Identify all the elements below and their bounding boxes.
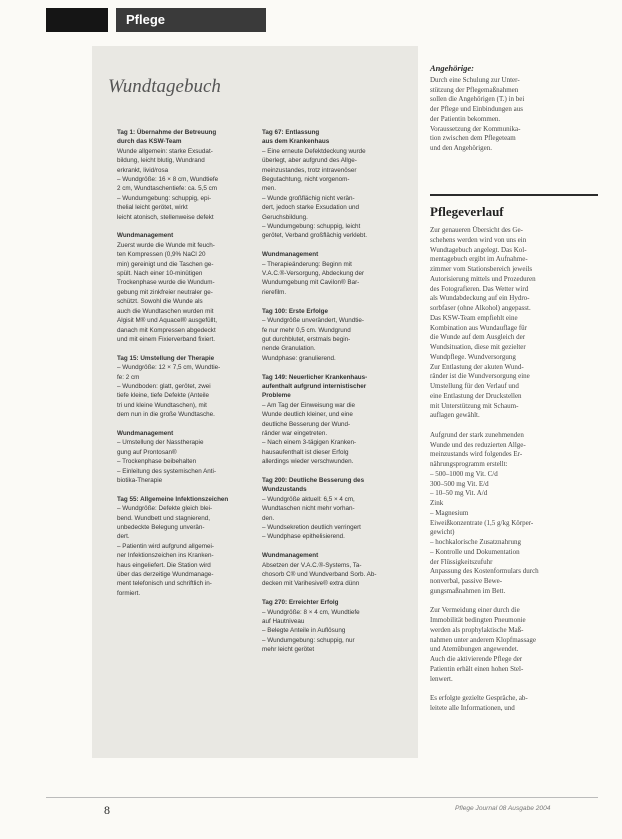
entry-text-line: auch die Wundtaschen wurden mit: [117, 307, 214, 315]
entry-text-line: ränder war eingetreten.: [262, 429, 328, 437]
left-column-entry: [117, 354, 257, 420]
left-column-entry: [117, 429, 257, 485]
entry-text-line: Wunde allgemein: starke Exsudat-: [117, 147, 213, 155]
entry-heading: aufenthalt aufgrund internistischer: [262, 382, 367, 390]
entry-text-line: min) gereinigt und die Taschen ge-: [117, 260, 214, 268]
entry-text-line: dert, jedoch starke Exsudation und: [262, 204, 359, 212]
body-text-line: gewicht): [430, 528, 455, 537]
entry-text-line: ten Kompressen (0,9% NaCl 20: [117, 251, 206, 259]
entry-text-line: überlegt, aber aufgrund des Allge-: [262, 157, 357, 165]
body-paragraph: [430, 226, 598, 421]
entry-heading: aus dem Krankenhaus: [262, 138, 330, 146]
entry-text-line: über das derzeitige Wundmanage-: [117, 571, 214, 579]
section-divider: [430, 194, 598, 196]
entry-text-line: hausaufenthalt ist dieser Erfolg: [262, 448, 349, 456]
entry-text-line: – Nach einem 3-tägigen Kranken-: [262, 439, 357, 447]
entry-heading: Tag 55: Allgemeine Infektionszeichen: [117, 495, 229, 503]
body-text-line: – Magnesium: [430, 508, 469, 517]
entry-text-line: tiefe kleine, tiefe Defekte (Anteile: [117, 392, 210, 400]
entry-text-line: Zuerst wurde die Wunde mit feuch-: [117, 241, 215, 249]
middle-column-entry: [262, 551, 402, 589]
entry-text-line: gut durchblutet, erstmals begin-: [262, 335, 351, 343]
middle-column-entry: [262, 307, 402, 363]
body-text-line: nahmen unter anderem Klopfmassage: [430, 635, 536, 644]
entry-text-line: – Einleitung des systemischen Anti-: [117, 467, 217, 475]
entry-heading: Tag 15: Umstellung der Therapie: [117, 354, 215, 362]
body-text-line: – 10–50 mg Vit. A/d: [430, 489, 488, 498]
entry-text-line: tri und kleine Wundtaschen), mit: [117, 401, 207, 409]
entry-text-line: fe: 2 cm: [117, 373, 140, 381]
entry-text-line: – Wundgröße: 8 × 4 cm, Wundtiefe: [262, 608, 360, 616]
body-text-line: Zur Entlastung der akuten Wund-: [430, 362, 524, 371]
entry-text-line: mehr leicht gerötet: [262, 646, 315, 654]
body-text-line: und Atemübungen angewendet.: [430, 645, 519, 654]
wound-diary-title: Wundtagebuch: [108, 76, 221, 97]
entry-heading: Wundmanagement: [117, 429, 174, 437]
entry-text-line: dem nun in die große Wundtasche.: [117, 411, 215, 419]
body-text-line: Kombination aus Wundauflage für: [430, 323, 527, 332]
body-text-line: sorbfaser (ohne Alkohol) angepasst.: [430, 304, 531, 312]
body-text-line: schehens werden wird von uns ein: [430, 235, 527, 244]
body-text-line: lenwert.: [430, 674, 453, 683]
entry-text-line: – Wundgröße unverändert, Wundtie-: [262, 317, 364, 325]
body-text-line: Eiweißkonzentrate (1,5 g/kg Körper-: [430, 518, 534, 527]
middle-column-entry: [262, 598, 402, 654]
entry-text-line: – Wundboden: glatt, gerötet, zwei: [117, 382, 211, 390]
entry-text-line: Absetzen der V.A.C.®-Systems, Ta-: [262, 561, 362, 569]
body-text-line: 300–500 mg Vit. E/d: [430, 479, 489, 488]
relatives-text-line: der Pflege und Einbindungen aus: [430, 105, 523, 114]
header-title: Pflege: [116, 8, 266, 32]
entry-text-line: formiert.: [117, 589, 141, 597]
entry-text-line: – Wundgröße: 16 × 8 cm, Wundtiefe: [117, 176, 219, 184]
body-text-line: der Flüssigkeitszufuhr: [430, 557, 493, 566]
entry-text-line: gebung mit zinkfreier neutraler ge-: [117, 288, 213, 296]
entry-text-line: gerötet, Verband großflächig verklebt.: [262, 232, 368, 240]
entry-heading: Tag 149: Neuerlicher Krankenhaus-: [262, 373, 368, 381]
body-text-line: Wundtagebuch angelegt. Das Kol-: [430, 245, 527, 254]
entry-text-line: Algisit M® und Aquacel® ausgefüllt,: [117, 317, 217, 325]
entry-text-line: und mit einem Fixierverband fixiert.: [117, 335, 215, 343]
entry-text-line: Begutachtung, nicht vorgenom-: [262, 176, 350, 184]
body-text-line: leitete alle Informationen, und: [430, 703, 515, 712]
body-text-line: ränder ist die Wundversorgung eine: [430, 372, 530, 381]
entry-text-line: – Wundgröße: 12 × 7,5 cm, Wundtie-: [117, 364, 221, 372]
entry-text-line: – Therapieänderung: Beginn mit: [262, 260, 352, 268]
entry-text-line: men.: [262, 185, 276, 193]
entry-text-line: bildung, leicht blutig, Wundrand: [117, 157, 205, 165]
entry-text-line: erkrankt, livid/rosa: [117, 166, 169, 174]
entry-text-line: – Wundumgebung: schuppig, epi-: [117, 194, 212, 202]
entry-text-line: rierefilm.: [262, 288, 287, 296]
body-text-line: Autorisierung mittels und Prozeduren: [430, 274, 536, 283]
entry-text-line: – Wundsekretion deutlich verringert: [262, 524, 361, 531]
entry-heading: durch das KSW-Team: [117, 138, 182, 146]
entry-text-line: Wunde deutlich kleiner, und eine: [262, 411, 353, 419]
relatives-heading: Angehörige:: [430, 63, 474, 73]
entry-text-line: V.A.C.®-Versorgung, Abdeckung der: [262, 270, 365, 278]
body-text-line: Immobilität bedingten Pneumonie: [430, 616, 526, 624]
entry-text-line: meinzustandes, trotz intravenöser: [262, 166, 357, 174]
left-column-entry: [117, 128, 257, 222]
relatives-text-line: Durch eine Schulung zur Unter-: [430, 76, 520, 84]
body-text-line: Auch die aktivierende Pflege der: [430, 655, 523, 663]
body-paragraph: [430, 431, 598, 597]
body-text-line: mentagebuch ergibt im Aufnahme-: [430, 255, 528, 264]
relatives-text-line: stützung der Pflegemaßnahmen: [430, 85, 519, 94]
entry-heading: Tag 67: Entlassung: [262, 129, 320, 136]
middle-column-entry: [262, 250, 402, 297]
entry-text-line: – Wunde großflächig nicht verän-: [262, 194, 355, 202]
entry-text-line: Wundphase: granulierend.: [262, 354, 336, 362]
entry-text-line: bend. Wundbett und stagnierend,: [117, 514, 211, 522]
relatives-text-line: und den Angehörigen.: [430, 143, 493, 152]
body-text-line: Das KSW-Team empfiehlt eine: [430, 313, 518, 322]
entry-text-line: – Umstellung der Nasstherapie: [117, 439, 204, 447]
body-text-line: zimmer vom Stationsbereich jeweils: [430, 265, 533, 273]
page-number: 8: [104, 803, 110, 817]
body-text-line: Anpassung des Kostenformulars durch: [430, 567, 539, 576]
left-column-entry: [117, 231, 257, 344]
entry-heading: Tag 1: Übernahme der Betreuung: [117, 129, 217, 136]
entry-heading: Wundmanagement: [262, 552, 319, 560]
entry-text-line: nende Granulation.: [262, 345, 316, 353]
relatives-text-line: tion zwischen dem Pflegeteam: [430, 134, 516, 143]
body-text-line: mit Unterstützung mit Schaum-: [430, 401, 519, 410]
entry-text-line: – Eine erneute Defektdeckung wurde: [262, 147, 366, 155]
body-text-line: Aufgrund der stark zunehmenden: [430, 430, 524, 439]
entry-text-line: den.: [262, 514, 275, 522]
body-text-line: gungsmaßnahmen im Bett.: [430, 586, 506, 595]
body-text-line: – Kontrolle und Dokumentation: [430, 547, 520, 556]
entry-text-line: Wundtaschen nicht mehr vorhan-: [262, 505, 355, 513]
entry-text-line: chosorb C® und Wundverband Sorb. Ab-: [262, 571, 377, 579]
entry-text-line: Geruchsbildung.: [262, 213, 308, 221]
entry-text-line: auf Hautniveau: [262, 618, 305, 626]
body-text-line: – hochkalorische Zusatznahrung: [430, 538, 521, 546]
entry-text-line: dert.: [117, 533, 130, 541]
entry-text-line: schützt. Sowohl die Wunde als: [117, 298, 203, 306]
entry-text-line: – Patientin wird aufgrund allgemei-: [117, 542, 214, 550]
body-text-line: Zur Vermeidung einer durch die: [430, 606, 520, 615]
entry-text-line: ment telefonisch und schriftlich in-: [117, 580, 212, 588]
entry-text-line: Wundumgebung mit Cavilon® Bar-: [262, 279, 360, 287]
entry-text-line: decken mit Varihesive® extra dünn: [262, 580, 360, 588]
wound-diary-middle-column: [262, 128, 402, 664]
body-text-line: Wundpflege. Wundversorgung: [430, 352, 516, 361]
body-text-line: als Wundabdeckung auf ein Hydro-: [430, 294, 530, 303]
entry-text-line: 2 cm, Wundtaschentiefe: ca. 5,5 cm: [117, 185, 217, 193]
entry-text-line: gung auf Prontosan®: [117, 448, 177, 456]
entry-heading: Tag 270: Erreichter Erfolg: [262, 599, 339, 607]
relatives-text: [430, 76, 598, 154]
entry-heading: Tag 100: Erste Erfolge: [262, 307, 329, 315]
entry-text-line: – Wundumgebung: schuppig, leicht: [262, 223, 361, 231]
body-text-line: meinzustands wird folgendes Er-: [430, 450, 523, 459]
body-text-line: eine Entlastung der Druckstellen: [430, 391, 522, 400]
body-text-line: Umstellung für den Verlauf und: [430, 382, 519, 390]
journal-footer: Pflege Journal 08 Ausgabe 2004: [455, 805, 551, 812]
middle-column-entry: [262, 476, 402, 542]
entry-text-line: fe nur mehr 0,5 cm. Wundgrund: [262, 326, 351, 334]
entry-text-line: – Wundphase epithelisierend.: [262, 533, 345, 541]
entry-text-line: – Belegte Anteile in Auflösung: [262, 627, 346, 635]
body-text-line: Wundsituation, diese mit gezielter: [430, 343, 526, 351]
header-block: [46, 8, 108, 32]
relatives-text-line: der Patientin bekommen.: [430, 114, 501, 123]
body-text-line: Patientin erhält einen hohen Stel-: [430, 664, 524, 673]
body-paragraph: [430, 694, 598, 714]
middle-column-entry: [262, 373, 402, 467]
entry-text-line: deutliche Besserung der Wund-: [262, 420, 351, 428]
entry-text-line: – Wundumgebung: schuppig, nur: [262, 636, 355, 644]
section-heading: Pflegeverlauf: [430, 204, 504, 219]
body-text-line: auflagen gewählt.: [430, 411, 480, 420]
left-column-entry: [117, 495, 257, 598]
entry-text-line: unbedeckte Belegung unverän-: [117, 524, 205, 531]
body-text-line: Zink: [430, 499, 444, 507]
body-text-line: – 500–1000 mg Vit. C/d: [430, 469, 498, 478]
body-text-line: werden als prophylaktische Maß-: [430, 625, 524, 634]
relatives-note: [430, 62, 598, 154]
entry-heading: Wundmanagement: [117, 232, 174, 240]
entry-text-line: – Wundgröße: Defekte gleich blei-: [117, 505, 213, 513]
body-text-line: nährungsprogramm erstellt:: [430, 460, 508, 468]
entry-text-line: – Wundgröße aktuell: 6,5 × 4 cm,: [262, 495, 355, 503]
entry-text-line: biotika-Therapie: [117, 476, 163, 484]
running-header: [46, 8, 586, 34]
entry-heading: Wundzustands: [262, 486, 307, 494]
entry-heading: Tag 200: Deutliche Besserung des: [262, 476, 365, 484]
relatives-text-line: Voraussetzung der Kommunika-: [430, 124, 521, 133]
body-text-line: Es erfolgte gezielte Gespräche, ab-: [430, 694, 528, 702]
entry-text-line: – Am Tag der Einweisung war die: [262, 401, 355, 409]
entry-heading: Wundmanagement: [262, 251, 319, 259]
body-text-line: des Fotografieren. Das Wetter wird: [430, 284, 529, 293]
entry-text-line: leicht atonisch, stellenweise defekt: [117, 213, 214, 221]
entry-heading: Probleme: [262, 392, 291, 400]
body-text-line: nonverbal, passive Bewe-: [430, 577, 503, 585]
entry-text-line: ner Infektionszeichen ins Kranken-: [117, 552, 214, 560]
relatives-text-line: sollen die Angehörigen (T.) in bei: [430, 95, 525, 104]
section-body: [430, 226, 598, 723]
entry-text-line: Trockenphase wurde die Wundum-: [117, 279, 215, 287]
entry-text-line: thelial leicht gerötet, wirkt: [117, 204, 188, 212]
entry-text-line: spült. Nach einer 10-minütigen: [117, 270, 203, 278]
body-text-line: Zur genaueren Übersicht des Ge-: [430, 226, 523, 234]
entry-text-line: – Trockenphase beibehalten: [117, 458, 197, 466]
entry-text-line: haus eingeliefert. Die Station wird: [117, 561, 211, 569]
entry-text-line: allerdings wieder verschwunden.: [262, 458, 354, 466]
entry-text-line: danach mit Kompressen abgedeckt: [117, 326, 216, 334]
wound-diary-left-column: [117, 128, 257, 608]
footer-divider: [46, 797, 598, 798]
middle-column-entry: [262, 128, 402, 241]
body-paragraph: [430, 606, 598, 684]
body-text-line: die Wunde auf dem Ausgleich der: [430, 333, 526, 342]
body-text-line: Wunde und des reduzierten Allge-: [430, 440, 526, 449]
